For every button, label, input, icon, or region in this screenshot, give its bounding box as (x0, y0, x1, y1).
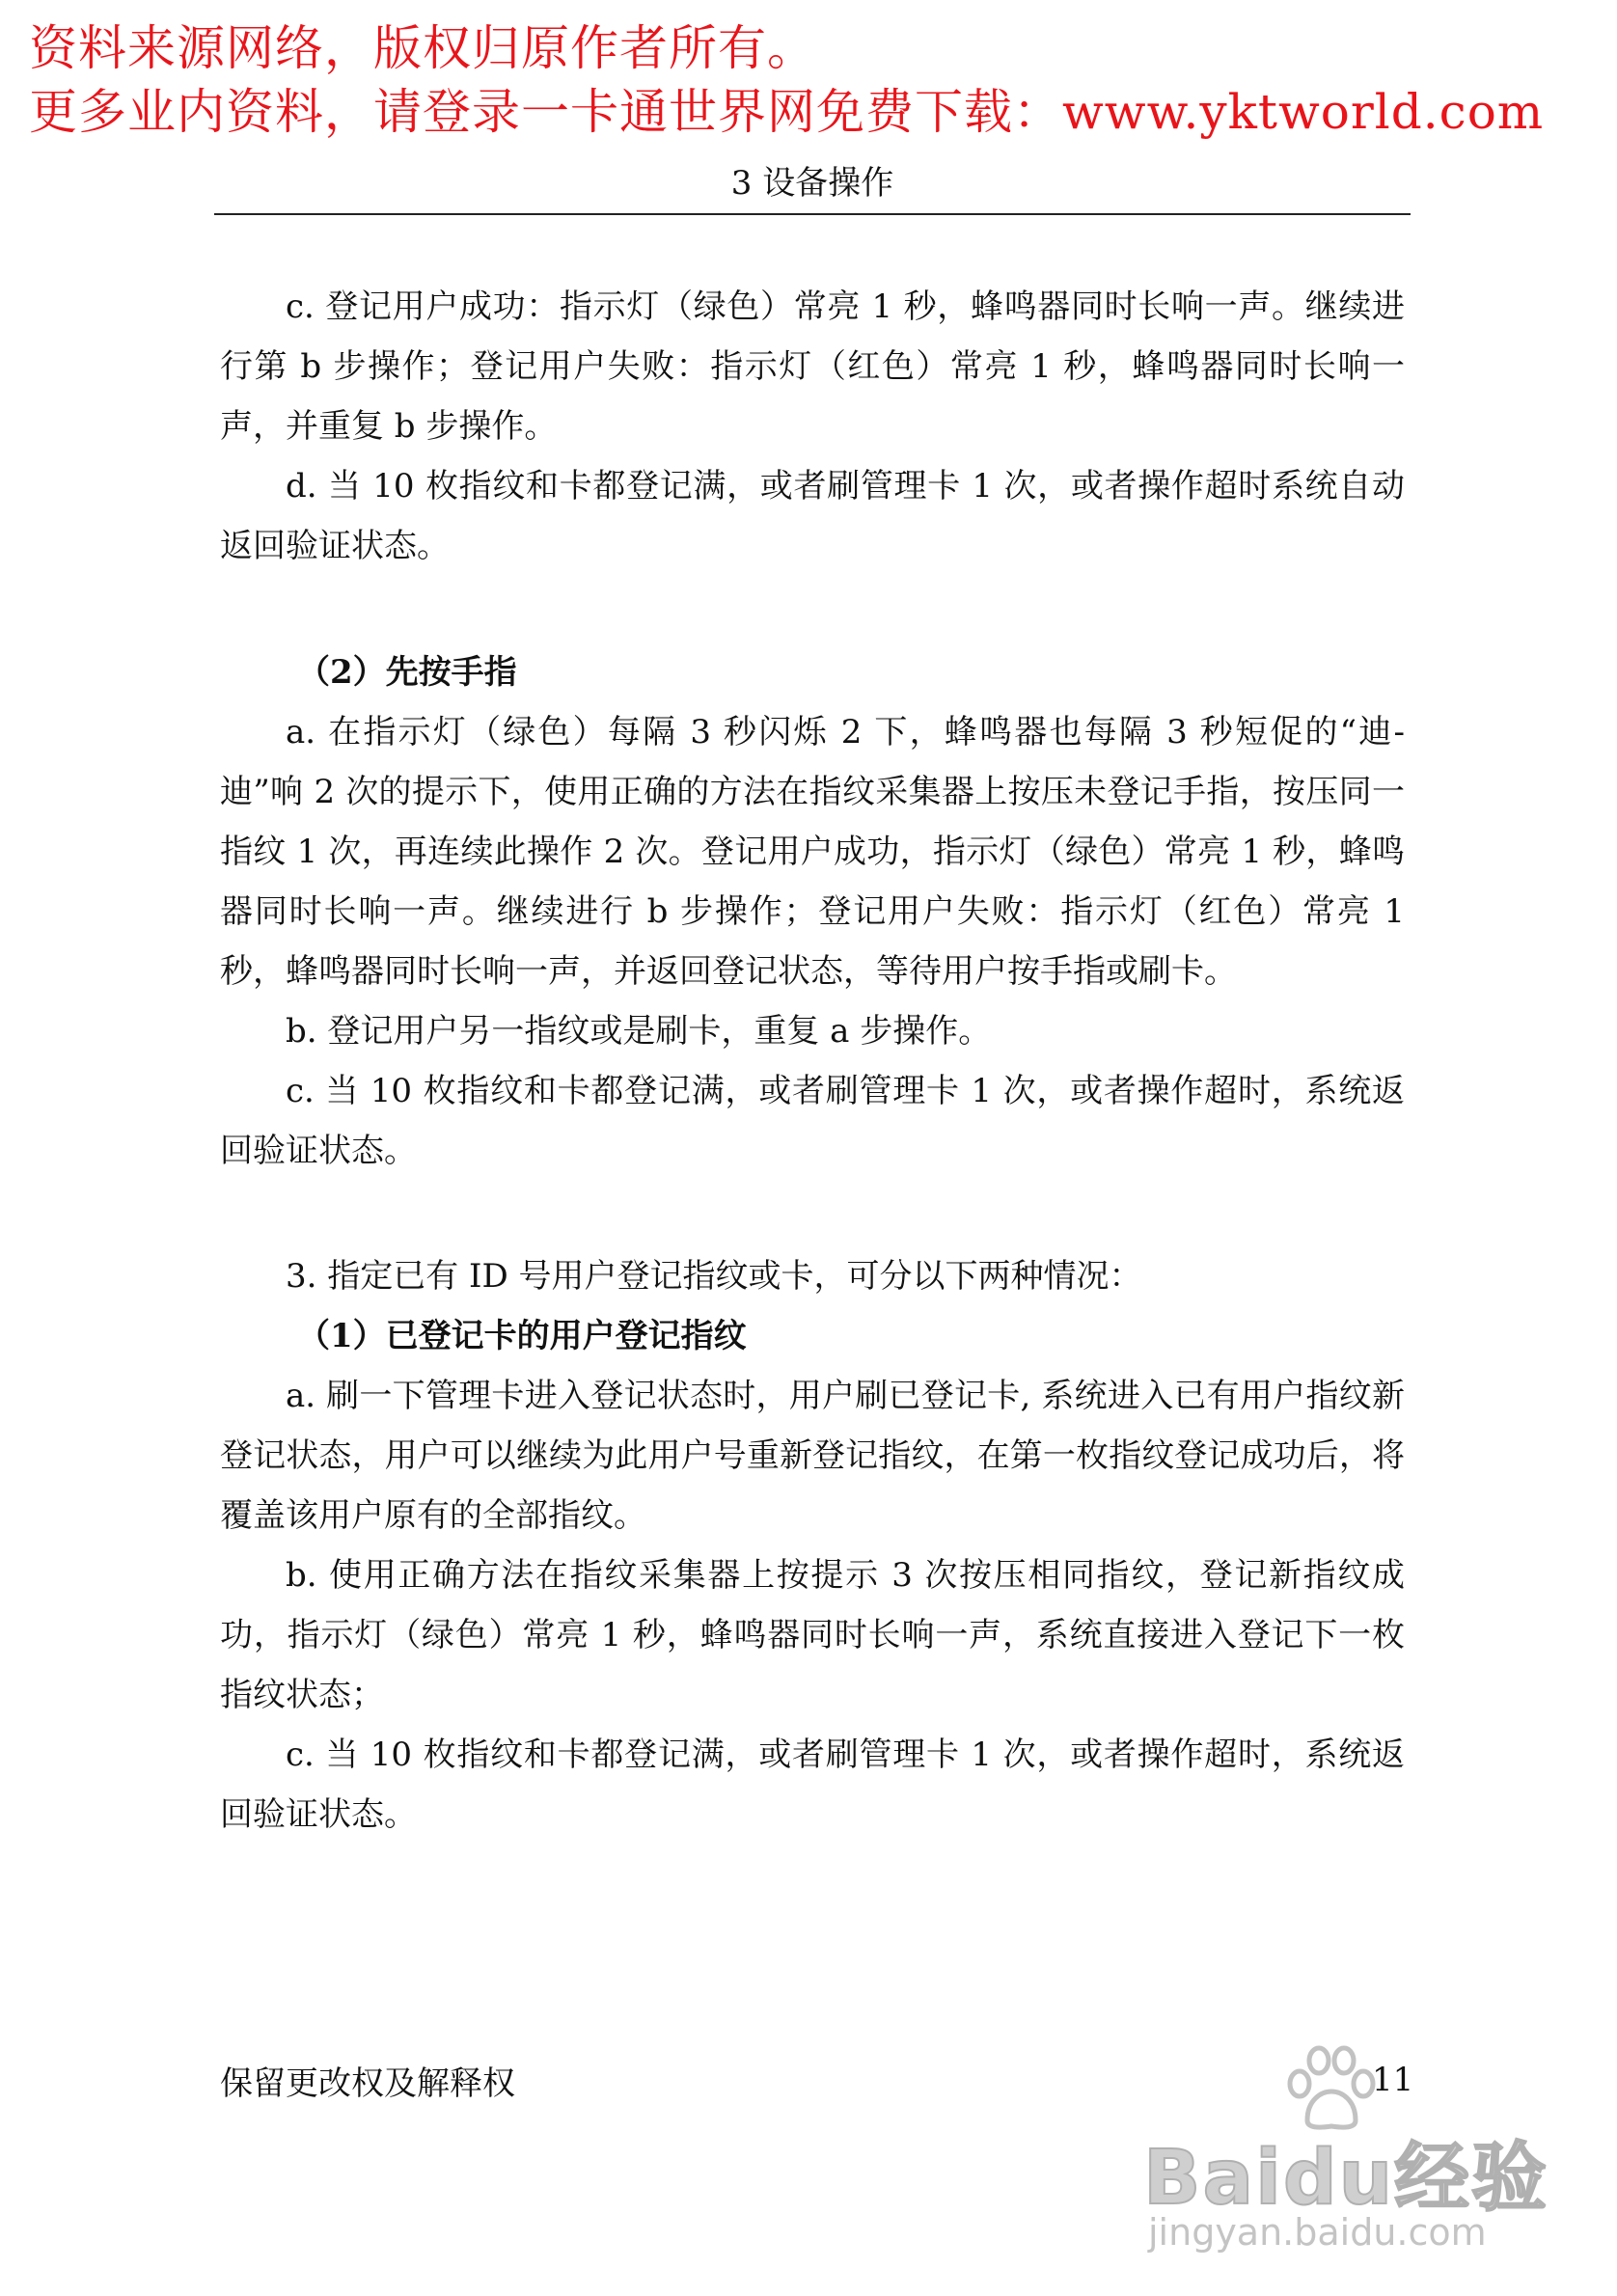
banner-download-notice: 更多业内资料，请登录一卡通世界网免费下载：www.yktworld.com (29, 84, 1545, 140)
body-block-1 (220, 277, 1405, 576)
paragraph-card-user-step-c: c. 当 10 枚指纹和卡都登记满，或者刷管理卡 1 次，或者操作超时，系统返回验证状态。 (220, 1736, 1405, 1834)
paragraph-section-3-intro: 3. 指定已有 ID 号用户登记指纹或卡，可分以下两种情况： (286, 1257, 1142, 1296)
section-heading-finger-first: （2）先按手指 (297, 653, 517, 692)
paragraph-card-user-step-b: b. 使用正确方法在指纹采集器上按提示 3 次按压相同指纹，登记新指纹成功，指示灯（绿色）常亮 1 秒，蜂鸣器同时长响一声，系统直接进入登记下一枚指纹状态； (220, 1556, 1405, 1714)
paragraph-step-c-result: c. 登记用户成功：指示灯（绿色）常亮 1 秒，蜂鸣器同时长响一声。继续进行第 b 步操作；登记用户失败：指示灯（红色）常亮 1 秒，蜂鸣器同时长响一声，并重复 b 步操作。 (220, 287, 1405, 446)
header-divider (214, 213, 1411, 215)
body-block-3 (220, 1246, 1405, 1845)
watermark-logo-text: Baidu经验 (1143, 2135, 1549, 2222)
running-header-title: 3 设备操作 (730, 164, 894, 203)
paragraph-finger-step-c: c. 当 10 枚指纹和卡都登记满，或者刷管理卡 1 次，或者操作超时，系统返回验证状态。 (220, 1072, 1405, 1170)
paragraph-step-d-auto-return: d. 当 10 枚指纹和卡都登记满，或者刷管理卡 1 次，或者操作超时系统自动返回验证状态。 (220, 467, 1405, 565)
section-heading-registered-card-user: （1）已登记卡的用户登记指纹 (297, 1317, 747, 1355)
footer-rights-notice: 保留更改权及解释权 (220, 2064, 515, 2103)
watermark-url: jingyan.baidu.com (1148, 2211, 1487, 2254)
body-block-2 (220, 642, 1405, 1181)
paragraph-card-user-step-a: a. 刷一下管理卡进入登记状态时，用户刷已登记卡, 系统进入已有用户指纹新登记状态，用户可以继续为此用户号重新登记指纹，在第一枚指纹登记成功后，将覆盖该用户原有的全部指纹。 (220, 1377, 1405, 1535)
banner-copyright-notice: 资料来源网络，版权归原作者所有。 (29, 20, 816, 76)
baidu-jingyan-watermark (1143, 2045, 1548, 2267)
page-number: 11 (1372, 2061, 1414, 2099)
paragraph-finger-step-b: b. 登记用户另一指纹或是刷卡，重复 a 步操作。 (286, 1012, 992, 1051)
paragraph-finger-step-a: a. 在指示灯（绿色）每隔 3 秒闪烁 2 下，蜂鸣器也每隔 3 秒短促的“迪-迪”响 2 次的提示下，使用正确的方法在指纹采集器上按压未登记手指，按压同一指纹 1 次，再连续此操作 2 次。登记用户成功，指示灯（绿色）常亮 1 秒，蜂鸣器同时长响一声。继续进行 b 步操作；登记用户失败：指示灯（红色）常亮 1 秒，蜂鸣器同时长响一声，并返回登记状态，等待用户按手指或刷卡。 (220, 713, 1405, 991)
